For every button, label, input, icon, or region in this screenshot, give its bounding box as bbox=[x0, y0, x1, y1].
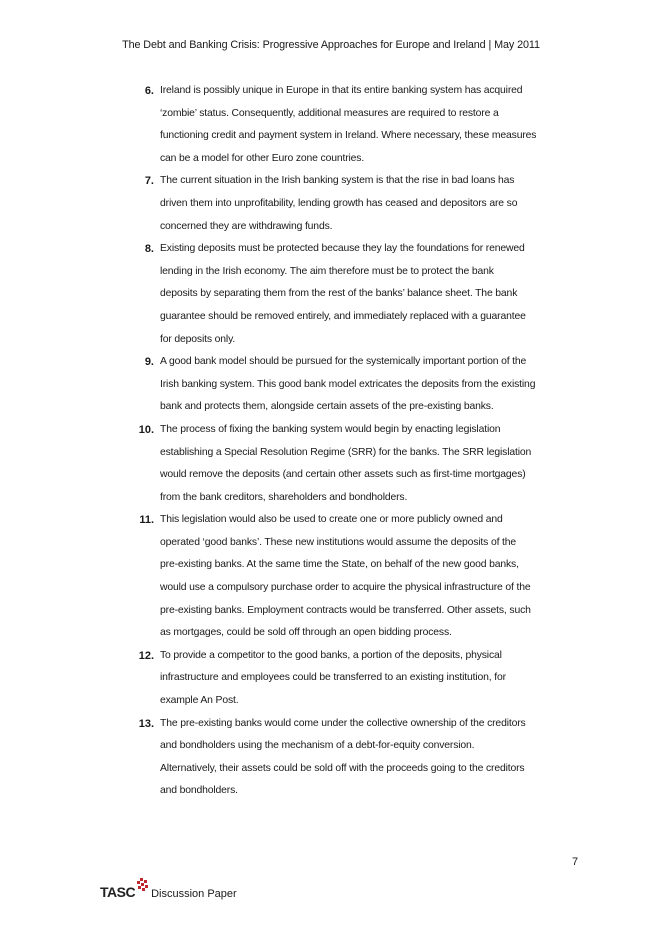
list-item-text-line: This legislation would also be used to create one or more publicly owned and bbox=[160, 514, 503, 526]
list-item bbox=[0, 713, 662, 803]
list-item-text-line: A good bank model should be pursued for the systemically important portion of the bbox=[160, 356, 527, 368]
list-item-text-line: The process of fixing the banking system would begin by enacting legislation bbox=[160, 423, 501, 435]
list-item-text-line: infrastructure and employees could be transferred to an existing institution, for bbox=[160, 672, 506, 684]
list-item-number: 6. bbox=[144, 85, 154, 97]
list-item-text-line: as mortgages, could be sold off through an open bidding process. bbox=[160, 627, 452, 639]
list-item-text-line: lending in the Irish economy. The aim therefore must be to protect the bank bbox=[160, 265, 494, 277]
list-item-number: 8. bbox=[144, 243, 154, 256]
list-item-text-line: would remove the deposits (and certain other assets such as first-time mortgages) bbox=[160, 469, 526, 481]
list-item bbox=[0, 80, 662, 170]
list-item-text-line: operated ‘good banks’. These new institutions would assume the deposits of the bbox=[160, 536, 517, 548]
list-item bbox=[0, 238, 662, 351]
tasc-logo: TASC bbox=[100, 884, 136, 900]
discussion-paper-label: Discussion Paper bbox=[151, 888, 237, 900]
list-item-text-line: example An Post. bbox=[160, 695, 239, 707]
list-item-text-line: To provide a competitor to the good banks, a portion of the deposits, physical bbox=[160, 649, 502, 661]
list-item-text-line: from the bank creditors, shareholders and bondholders. bbox=[160, 491, 408, 503]
list-item-text-line: Irish banking system. This good bank model extricates the deposits from the existing bbox=[160, 378, 536, 390]
running-header: The Debt and Banking Crisis: Progressive Approaches for Europe and Ireland | May 2011 bbox=[122, 39, 540, 51]
list-item-number: 7. bbox=[144, 175, 154, 188]
list-item-text-line: ‘zombie’ status. Consequently, additional measures are required to restore a bbox=[160, 107, 499, 119]
list-item-text-line: would use a compulsory purchase order to acquire the physical infrastructure of the bbox=[160, 582, 531, 594]
list-item-number: 10. bbox=[138, 423, 154, 436]
list-item bbox=[0, 509, 662, 645]
list-item-text-line: guarantee should be removed entirely, and immediately replaced with a guarantee bbox=[160, 310, 526, 322]
list-item-text-line: The current situation in the Irish banking system is that the rise in bad loans has bbox=[160, 175, 515, 187]
list-item-text-line: functioning credit and payment system in Ireland. Where necessary, these measures bbox=[160, 130, 537, 142]
list-item-text-line: The pre-existing banks would come under the collective ownership of the creditors bbox=[160, 717, 526, 729]
list-item bbox=[0, 645, 662, 713]
list-item-number: 12. bbox=[138, 649, 154, 662]
list-item-text-line: and bondholders using the mechanism of a debt-for-equity conversion. bbox=[160, 740, 475, 752]
list-item-text-line: pre-existing banks. Employment contracts would be transferred. Other assets, such bbox=[160, 604, 531, 616]
list-item bbox=[0, 419, 662, 509]
list-item bbox=[0, 351, 662, 419]
list-item-text-line: Ireland is possibly unique in Europe in that its entire banking system has acquired bbox=[160, 85, 523, 96]
list-item-text-line: Existing deposits must be protected because they lay the foundations for renewed bbox=[160, 243, 525, 255]
list-item-text-line: concerned they are withdrawing funds. bbox=[160, 220, 333, 232]
list-item-text-line: can be a model for other Euro zone countries. bbox=[160, 152, 365, 164]
list-item-text-line: driven them into unprofitability, lending growth has ceased and depositors are so bbox=[160, 197, 518, 209]
footer bbox=[100, 878, 237, 900]
list-item bbox=[0, 170, 662, 238]
list-item-text-line: bank and protects them, alongside certain assets of the pre-existing banks. bbox=[160, 401, 494, 413]
list-item-number: 13. bbox=[138, 717, 154, 730]
numbered-list bbox=[0, 80, 662, 803]
list-item-number: 11. bbox=[139, 514, 154, 527]
list-item-text-line: for deposits only. bbox=[160, 333, 236, 345]
list-item-number: 9. bbox=[144, 356, 154, 369]
list-item-text-line: Alternatively, their assets could be sold off with the proceeds going to the creditors bbox=[160, 762, 525, 774]
logo-mark-icon bbox=[135, 878, 149, 892]
list-item-text-line: deposits by separating them from the rest of the banks’ balance sheet. The bank bbox=[160, 288, 518, 300]
page-number: 7 bbox=[572, 856, 579, 868]
list-item-text-line: establishing a Special Resolution Regime (SRR) for the banks. The SRR legislation bbox=[160, 446, 532, 458]
list-item-text-line: pre-existing banks. At the same time the State, on behalf of the new good banks, bbox=[160, 559, 519, 571]
list-item-text-line: and bondholders. bbox=[160, 785, 238, 797]
